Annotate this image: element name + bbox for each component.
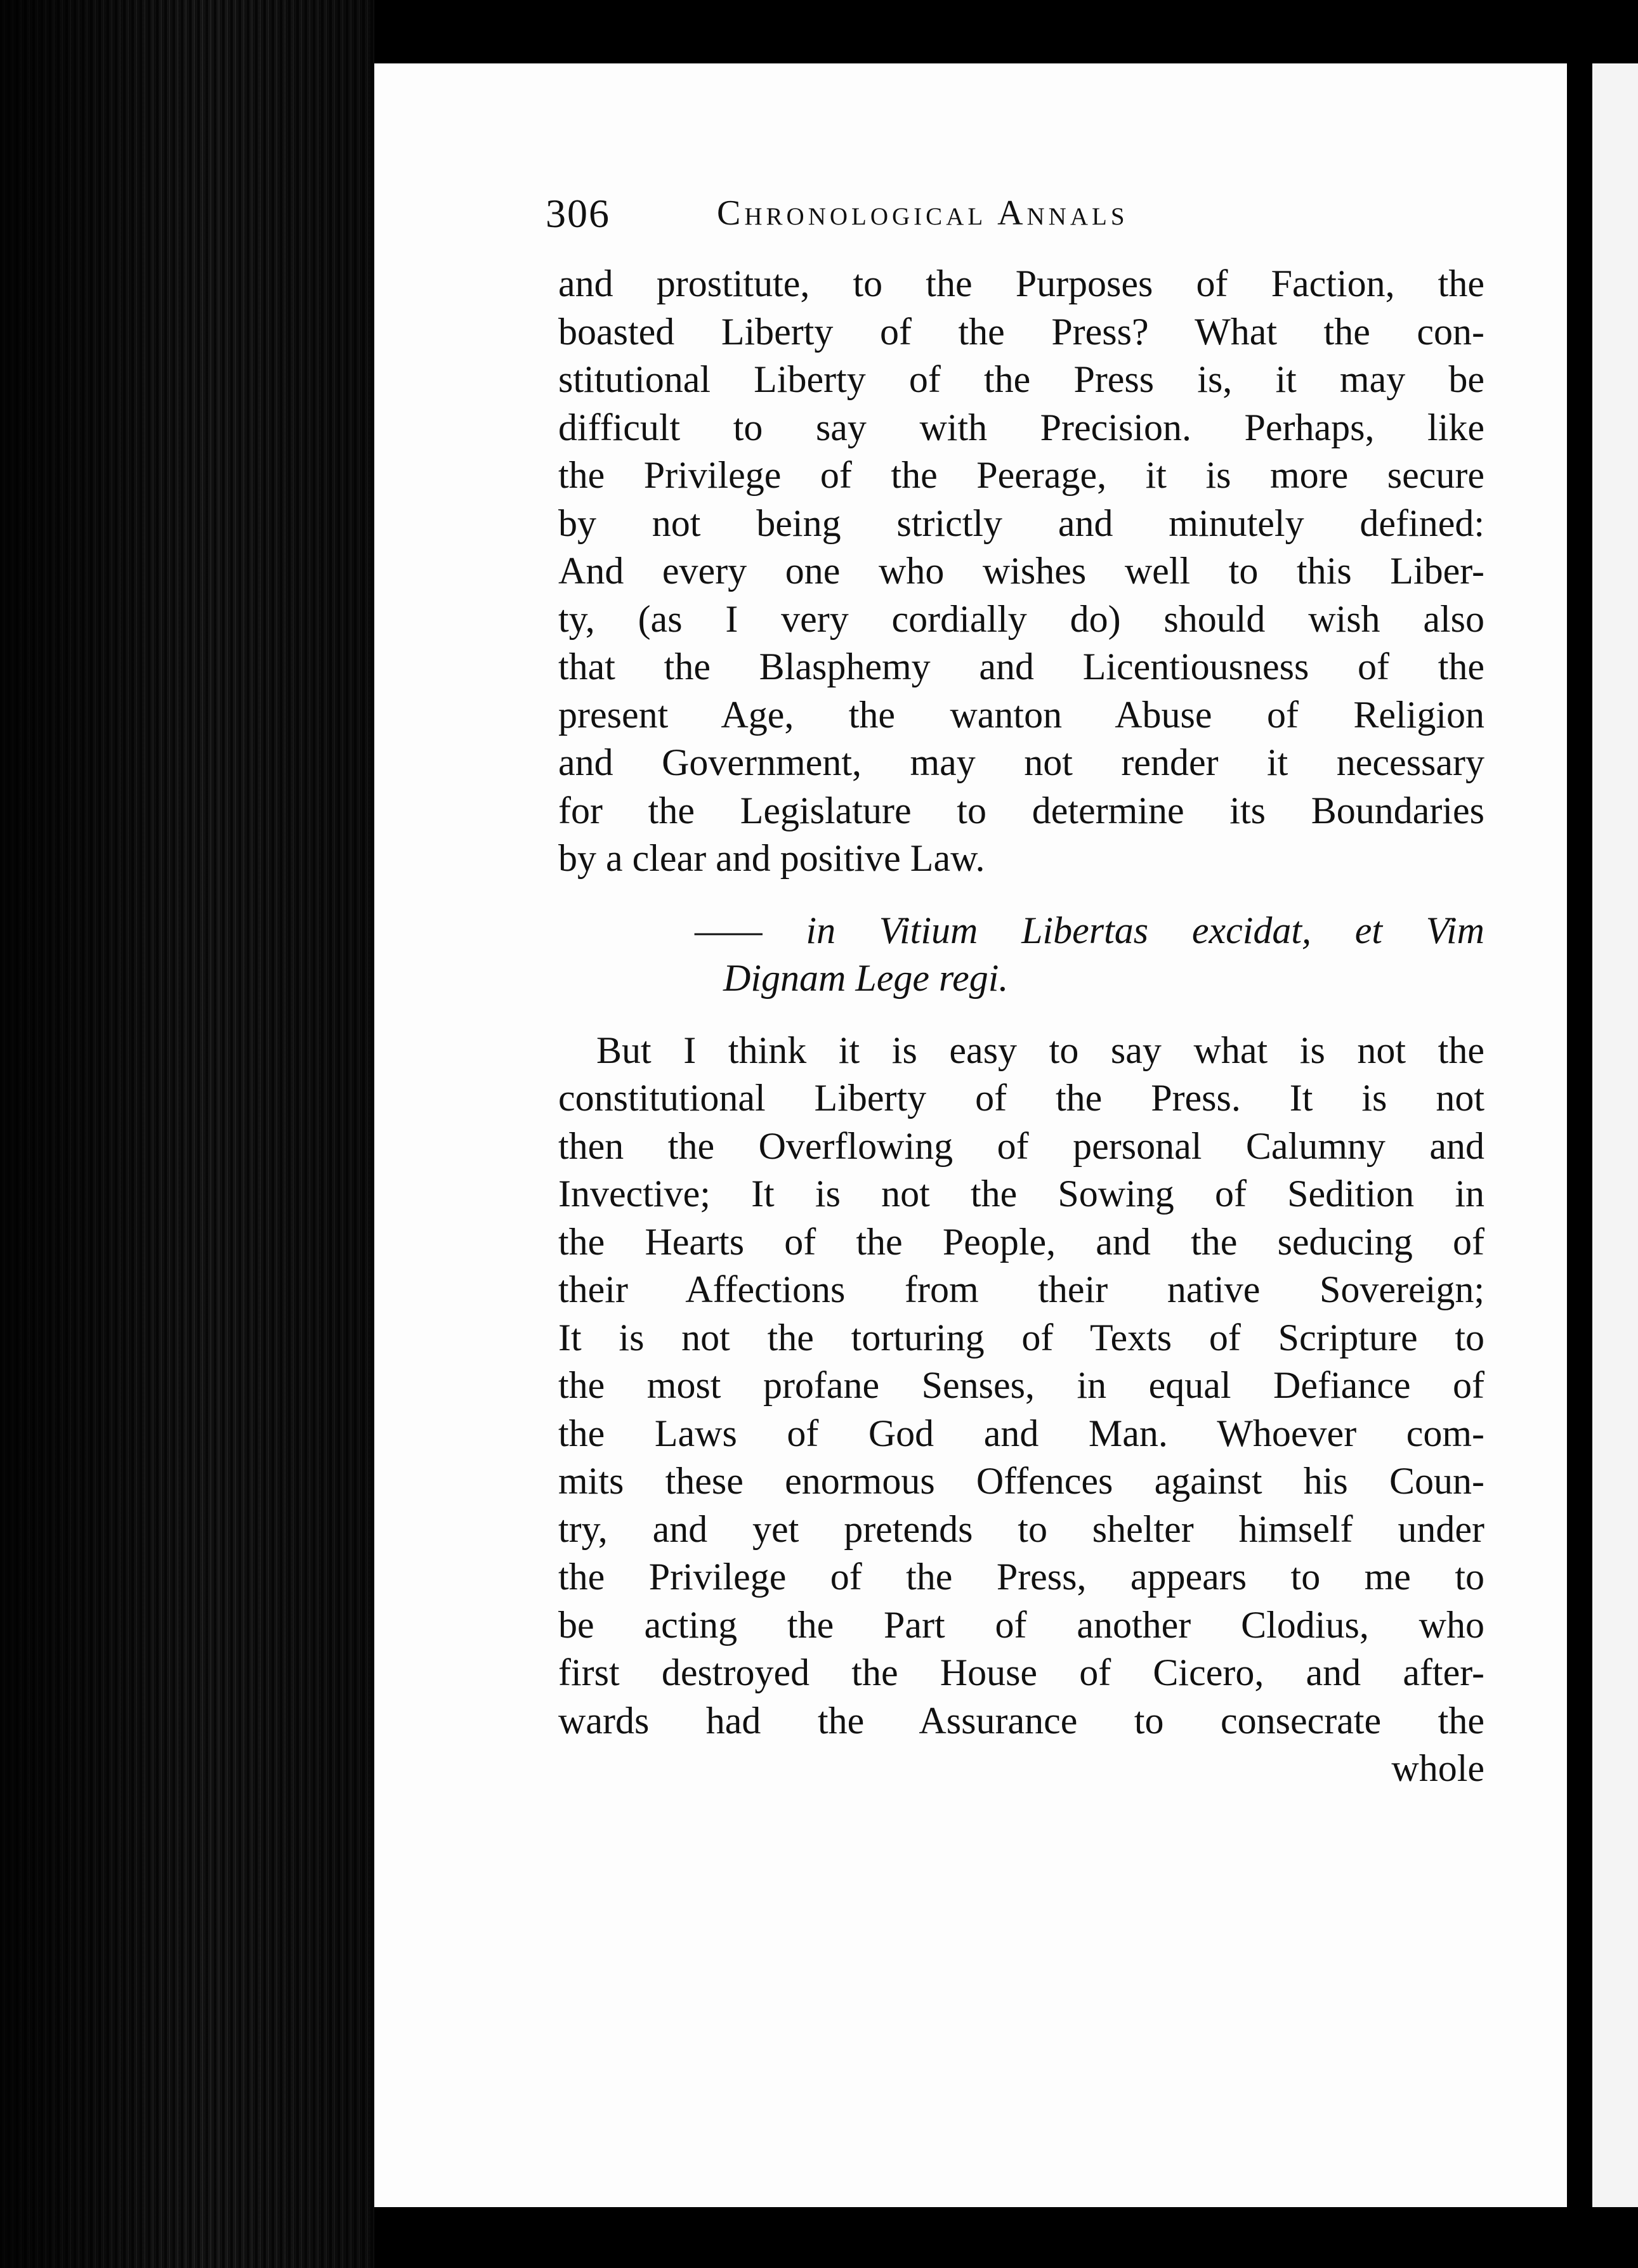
text-line: and prostitute, to the Purposes of Faction, the bbox=[558, 263, 1484, 304]
text-line: then the Overflowing of personal Calumny and bbox=[558, 1124, 1484, 1167]
text-line: the Privilege of the Press, appears to me to bbox=[558, 1556, 1484, 1598]
paragraph-gap bbox=[558, 883, 1484, 907]
paragraph-2 bbox=[558, 1027, 1484, 1793]
text-line: first destroyed the House of Cicero, and after- bbox=[558, 1652, 1484, 1693]
text-line: difficult to say with Precision. Perhaps, like bbox=[558, 406, 1484, 448]
text-line: present Age, the wanton Abuse of Religion bbox=[558, 693, 1484, 736]
latin-quotation bbox=[558, 907, 1484, 1003]
text-line: for the Legislature to determine its Boundaries bbox=[558, 789, 1484, 831]
text-line: the most profane Senses, in equal Defiance of bbox=[558, 1364, 1484, 1406]
text-line: that the Blasphemy and Licentiousness of the bbox=[558, 646, 1484, 688]
text-line: constitutional Liberty of the Press. It is not bbox=[558, 1077, 1484, 1119]
quotation-line-1: —— in Vitium Libertas excidat, et Vim bbox=[695, 909, 1484, 951]
text-line: Invective; It is not the Sowing of Sedition in bbox=[558, 1173, 1484, 1215]
book-binding-edge bbox=[0, 0, 374, 2268]
text-line: try, and yet pretends to shelter himself under bbox=[558, 1508, 1484, 1550]
quotation-line-2: Dignam Lege regi. bbox=[723, 957, 1009, 999]
text-line: the Privilege of the Peerage, it is more secure bbox=[558, 454, 1484, 496]
text-line: and Government, may not render it necessary bbox=[558, 741, 1484, 783]
text-line: boasted Liberty of the Press? What the con- bbox=[558, 310, 1484, 353]
text-line: the Laws of God and Man. Whoever com- bbox=[558, 1412, 1484, 1454]
text-line: wards had the Assurance to consecrate the bbox=[558, 1699, 1484, 1742]
page-header bbox=[546, 190, 1484, 260]
page-number: 306 bbox=[546, 191, 610, 236]
text-line: be acting the Part of another Clodius, who bbox=[558, 1603, 1484, 1646]
text-line: the Hearts of the People, and the seducing of bbox=[558, 1220, 1484, 1263]
catchword: whole bbox=[1391, 1747, 1484, 1789]
text-line: by a clear and positive Law. bbox=[558, 837, 985, 879]
running-title: Chronological Annals bbox=[717, 193, 1129, 233]
text-line: It is not the torturing of Texts of Scripture to bbox=[558, 1316, 1484, 1359]
text-line: their Affections from their native Sovereign; bbox=[558, 1268, 1484, 1310]
text-line: ty, (as I very cordially do) should wish also bbox=[558, 597, 1484, 640]
text-line: mits these enormous Offences against his Coun- bbox=[558, 1460, 1484, 1502]
body-text bbox=[558, 260, 1484, 1793]
paragraph-gap bbox=[558, 1003, 1484, 1027]
facing-page-edge bbox=[1567, 63, 1638, 2207]
text-line: But I think it is easy to say what is not the bbox=[596, 1029, 1484, 1071]
paragraph-1 bbox=[558, 260, 1484, 883]
text-line: stitutional Liberty of the Press is, it may be bbox=[558, 358, 1484, 400]
text-line: And every one who wishes well to this Liber- bbox=[558, 550, 1484, 592]
text-line: by not being strictly and minutely defined: bbox=[558, 502, 1484, 544]
